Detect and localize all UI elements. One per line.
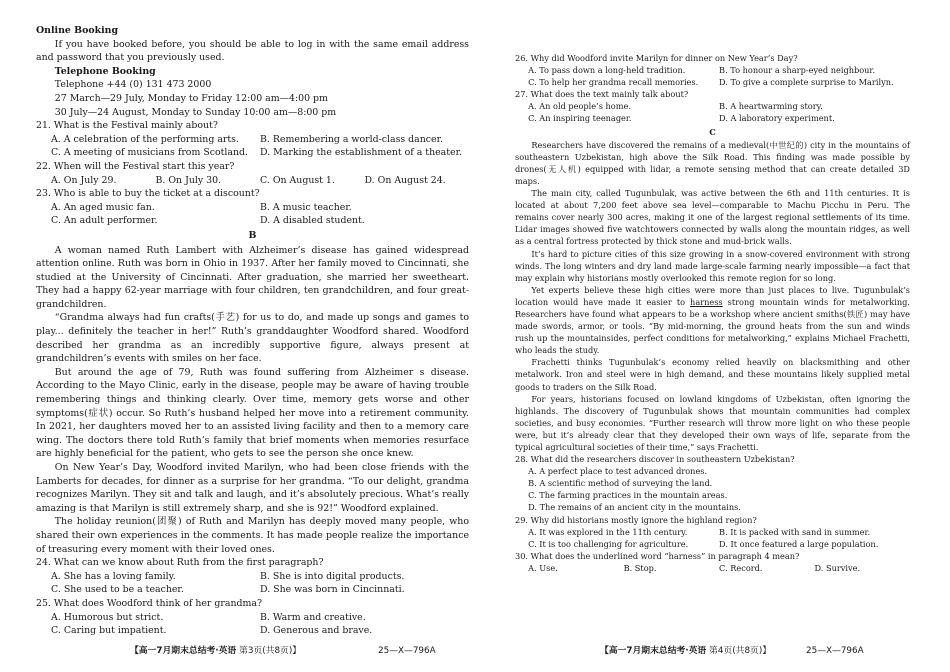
option: B. A music teacher. [260,201,352,213]
question-stem: 26. Why did Woodford invite Marilyn for dinner on New Year’s Day? [515,53,798,63]
option: A. An old people’s home. [528,101,631,112]
question-stem: 25. What does Woodford think of her grandma? [36,597,263,609]
option: B. On July 30. [155,174,222,186]
question-stem: 29. Why did historians mostly ignore the highland region? [515,514,757,525]
option: B. A scientific method of surveying the land. [528,478,713,489]
passage-paragraph: It’s hard to picture cities of this size growing in a snow-covered environment with strong winds. The long winters and dry land made large-scale farming nearly impossible—a fact that may explain why historians mostly overlooked this remote region for so long. [515,248,910,283]
option: B. Stop. [623,562,657,573]
passage-label-b: B [248,229,257,241]
question-stem: 21. What is the Festival mainly about? [36,120,218,132]
passage-paragraph: A woman named Ruth Lambert with Alzheimer’s disease has gained widespread attention online. Ruth was born in Ohio in 1937. After her family moved to Cincinnati, she studied at the University of Cincinnati. After graduation, she married her sweetheart. They had a happy 62-year marriage with four children, ten grandchildren, and four great-grandchildren. [36,244,469,310]
underlined-word-harness: harness [690,296,723,307]
passage-paragraph: The main city, called Tugunbulak, was active between the 6th and 11th centuries. It is located at about 7,200 feet above sea level—comparable to Machu Picchu in Peru. The remains cover nearly 300 acres, making it one of the largest regional settlements of its time. Lidar images showed five watchtowers connected by walls along the mountain ridges, as well as a central fortress protected by thick stone and mud-brick walls. [515,188,910,247]
footer-title: 【高一7月期末总结考·英语 [600,646,707,656]
question-options [36,201,469,228]
question-stem: 30. What does the underlined word “harness” in paragraph 4 mean? [515,550,800,561]
option: A. Use. [528,562,558,573]
option: C. On August 1. [260,174,335,186]
page-footer-left [130,643,301,656]
option: D. A disabled student. [260,215,365,227]
option: B. Warm and creative. [260,611,366,623]
option: C. She used to be a teacher. [51,584,184,596]
option: A. A celebration of the performing arts. [51,133,239,145]
passage-paragraph: Frachetti thinks Tugunbulak’s economy relied heavily on blacksmithing and other metalwork. Iron and steel were in high demand, and these mountains likely supplied metal goods to traders on the Silk Road. [515,357,910,392]
option: A. A perfect place to test advanced drones. [528,466,708,477]
passage-paragraph: For years, historians focused on lowland kingdoms of Uzbekistan, often ignoring the highlands. The discovery of Tugunbulak shows that mountain communities had complex societies, and busy economies. “Further research will throw more light on who these people were, but it’s already clear that they developed their own ways of life, separate from the typical agricultural societies of their time,” says Frachetti. [515,393,910,452]
question-options [36,611,469,638]
question-stem: 22. When will the Festival start this year? [36,160,235,172]
footer-page-number: 第4页(共8页)】 [709,646,772,656]
option: C. The farming practices in the mountain areas. [528,490,728,501]
option: B. To honour a sharp-eyed neighbour. [719,65,876,76]
question-options [515,562,910,574]
option: A. Humorous but strict. [51,611,164,623]
option: D. On August 24. [364,174,446,186]
telephone-booking-title: Telephone Booking [54,65,156,77]
passage-paragraph: “Grandma always had fun crafts(手艺) for us to do, and made up songs and games to play... definitely the teacher in her!” Ruth’s granddaughter Woodford shared. Woodford described her grandma as an incredibly supportive figure, always present at grandchildren’s events with smiles on her face. [36,312,469,365]
option: A. It was explored in the 11th century. [528,526,688,537]
passage-paragraph-harness [515,284,910,357]
harness-text-after: strong mountain winds for metalworking. Researchers have found what appears to be a workshop where ancient smiths(铁匠) may have made swords, armor, or tools. “By mid-morning, the ground heats from the sun and winds rush up the mountainsides, perfect conditions for metalworking,” explains Michael Frachetti, who leads the study. [515,296,910,356]
option: A. She has a loving family. [51,570,176,582]
option: A. An aged music fan. [51,201,155,213]
option: D. A laboratory experiment. [719,113,835,124]
passage-paragraph: The holiday reunion(团聚) of Ruth and Marilyn has deeply moved many people, who shared their own experiences in the comments. It has made people realize the importance of treasuring every moment with their loved ones. [36,516,469,555]
footer-code: 25—X—796A [378,646,436,656]
option: B. It is packed with sand in summer. [719,526,871,537]
passage-paragraph: On New Year’s Day, Woodford invited Marilyn, who had been close friends with the Lamberts for decades, for dinner as a surprise for her grandma. “To our delight, grandma recognizes Marilyn. They sit and talk and laugh, and it’s absolutely precious. What’s really amazing is that Marilyn is still extremely sharp, and she is 92!” Woodford explained. [36,462,469,514]
option: B. Remembering a world-class dancer. [260,133,444,145]
option: D. To give a complete surprise to Marilyn. [719,77,894,88]
question-stem: 23. Who is able to buy the ticket at a discount? [36,188,260,200]
option: C. It is too challenging for agriculture. [528,538,689,549]
right-page [475,0,950,672]
question-options [36,133,469,160]
question-options [515,100,910,124]
question-stem: 27. What does the text mainly talk about? [515,89,689,100]
option: A. On July 29. [51,174,117,186]
option: D. Survive. [814,562,861,573]
option: A. To pass down a long-held tradition. [528,65,686,76]
online-booking-text: If you have booked before, you should be able to log in with the same email address and password that you previously used. [36,38,469,64]
left-column [36,24,469,638]
option: D. Generous and brave. [260,625,373,637]
telephone-line: 30 July—24 August, Monday to Sunday 10:00 am—8:00 pm [54,106,337,118]
footer-page-number: 第3页(共8页)】 [239,646,302,656]
question-stem: 24. What can we know about Ruth from the first paragraph? [36,557,324,569]
option: C. Record. [719,562,763,573]
option: C. To help her grandma recall memories. [528,77,699,88]
question-stem: 28. What did the researchers discover in southeastern Uzbekistan? [515,454,795,465]
option: C. An inspiring teenager. [528,113,632,124]
question-options [515,64,910,88]
passage-paragraph: But around the age of 79, Ruth was found suffering from Alzheimer s disease. According to the Mayo Clinic, early in the disease, people may be aware of having trouble remembering things and thinking clearly. Over time, memory gets worse and other symptoms(症状) occur. So Ruth’s husband helped her move into a retirement community. In 2021, her daughters moved her to an assisted living facility and then to a memory care wing. The doctors there told Ruth’s family that brief moments when memories resurface are highly beneficial for the patient, who gets to see the person she once knew. [36,366,469,460]
option: D. It once featured a large population. [719,538,879,549]
question-options [515,526,910,550]
harness-text-before: Yet experts believe these high cities were more than just places to live. Tugunbulak’s location would have made it easier to [515,284,910,307]
telephone-line: 27 March—29 July, Monday to Friday 12:00 am—4:00 pm [54,92,328,104]
option: D. Marking the establishment of a theater. [260,147,462,159]
telephone-line: Telephone +44 (0) 131 473 2000 [54,79,212,91]
footer-title: 【高一7月期末总结考·英语 [130,646,237,656]
passage-label-c: C [709,126,716,137]
option: C. Caring but impatient. [51,625,167,637]
footer-code: 25—X—796A [806,646,864,656]
question-options [36,570,469,597]
option: D. The remains of an ancient city in the mountains. [528,502,741,513]
option: C. An adult performer. [51,215,158,227]
option: C. A meeting of musicians from Scotland. [51,147,249,159]
option: B. A heartwarming story. [719,101,823,112]
option: D. She was born in Cincinnati. [260,584,405,596]
right-column [515,52,910,574]
page-footer-right [600,643,771,656]
online-booking-title: Online Booking [36,25,119,36]
option: B. She is into digital products. [260,570,405,582]
question-options [36,174,469,188]
question-options [515,465,910,513]
passage-paragraph: Researchers have discovered the remains of a medieval(中世纪的) city in the mountains of southeastern Uzbekistan, high above the Silk Road. This finding was made possible by drones(无人机) equipped with lidar, a remote sensing method that can create detailed 3D maps. [515,139,910,186]
